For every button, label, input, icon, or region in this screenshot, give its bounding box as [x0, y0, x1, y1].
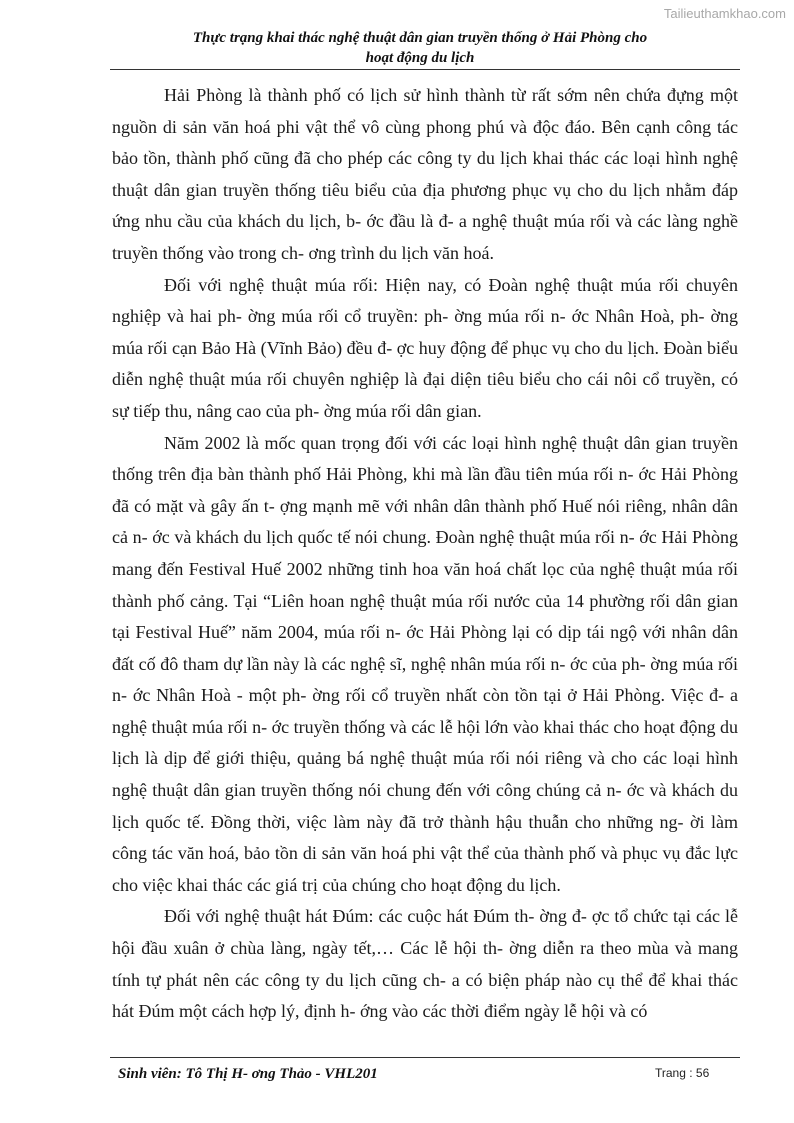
paragraph: Hải Phòng là thành phố có lịch sử hình thành từ rất sớm nên chứa đựng một nguồn di sản văn hoá phi vật thể vô cùng phong phú và độc đáo. Bên cạnh công tác bảo tồn, thành phố cũng đã cho phép các công ty du lịch khai thác các loại hình nghệ thuật dân gian truyền thống tiêu biểu của địa phương phục vụ cho du lịch nhằm đáp ứng nhu cầu của khách du lịch, b- ớc đầu là đ- a nghệ thuật múa rối và các làng nghề truyền thống vào trong ch- ơng trình du lịch văn hoá. — [112, 85, 738, 263]
watermark-text: Tailieuthamkhao.com — [663, 6, 786, 21]
paragraph: Đối với nghệ thuật hát Đúm: các cuộc hát Đúm th- ờng đ- ợc tổ chức tại các lễ hội đầu xuân ở chùa làng, ngày tết,… Các lễ hội th- ờng diễn ra theo mùa và mang tính tự phát nên các công ty du lịch cũng ch- a có biện pháp nào cụ thể để khai thác hát Đúm một cách hợp lý, định h- ớng vào các thời điểm ngày lễ hội và có — [112, 906, 738, 1022]
header-divider — [110, 69, 740, 70]
header-title-line-2: hoạt động du lịch — [365, 50, 475, 66]
footer-student-name: Sinh viên: Tô Thị H- ơng Thảo - VHL201 — [118, 1066, 378, 1082]
footer-divider — [110, 1057, 740, 1058]
paragraph: Đối với nghệ thuật múa rối: Hiện nay, có Đoàn nghệ thuật múa rối chuyên nghiệp và hai ph- ờng múa rối cổ truyền: ph- ờng múa rối n- ớc Nhân Hoà, ph- ờng múa rối cạn Bảo Hà (Vĩnh Bảo) đều đ- ợc huy động để phục vụ cho du lịch. Đoàn biểu diễn nghệ thuật múa rối chuyên nghiệp là đại diện tiêu biểu cho cái nôi cổ truyền, có sự tiếp thu, nâng cao của ph- ờng múa rối dân gian. — [112, 274, 738, 421]
document-body — [112, 80, 738, 1028]
page-number: Trang : 56 — [655, 1066, 710, 1080]
paragraph: Năm 2002 là mốc quan trọng đối với các loại hình nghệ thuật dân gian truyền thống trên địa bàn thành phố Hải Phòng, khi mà lần đầu tiên múa rối n- ớc Hải Phòng đã có mặt và gây ấn t- ợng mạnh mẽ với nhân dân thành phố Huế nói riêng, nhân dân cả n- ớc và khách du lịch quốc tế nói chung. Đoàn nghệ thuật múa rối n- ớc Hải Phòng mang đến Festival Huế 2002 những tinh hoa văn hoá chất lọc của nghệ thuật múa rối thành phố cảng. Tại “Liên hoan nghệ thuật múa rối nước của 14 phường rối dân gian tại Festival Huế” năm 2004, múa rối n- ớc Hải Phòng lại có dịp tái ngộ với nhân dân đất cố đô tham dự lần này là các nghệ sĩ, nghệ nhân múa rối n- ớc của ph- ờng múa rối n- ớc Nhân Hoà - một ph- ờng rối cổ truyền nhất còn tồn tại ở Hải Phòng. Việc đ- a nghệ thuật múa rối n- ớc truyền thống và các lễ hội lớn vào khai thác cho hoạt động du lịch là dịp để giới thiệu, quảng bá nghệ thuật múa rối nói riêng và cho các loại hình nghệ thuật dân gian truyền thống nói chung đến với công chúng cả n- ớc và khách du lịch quốc tế. Đồng thời, việc làm này đã trở thành hậu thuẫn cho những ng- ời làm công tác văn hoá, bảo tồn di sản văn hoá phi vật thể của thành phố và phục vụ đắc lực cho việc khai thác các giá trị của chúng cho hoạt động du lịch. — [112, 432, 738, 895]
header-title-line-1: Thực trạng khai thác nghệ thuật dân gian truyền thống ở Hải Phòng cho — [192, 30, 648, 46]
page-header — [110, 28, 730, 68]
